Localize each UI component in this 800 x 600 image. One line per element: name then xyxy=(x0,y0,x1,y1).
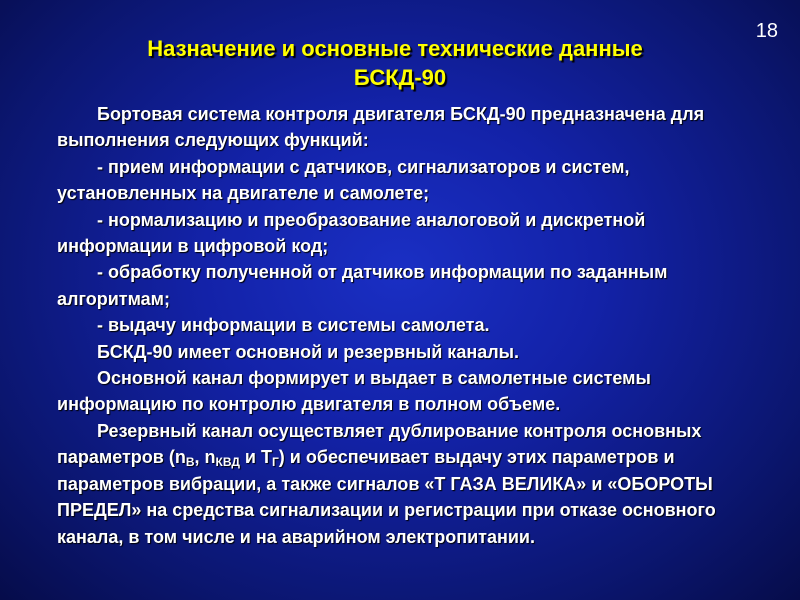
slide-title xyxy=(0,34,800,92)
slide-body xyxy=(57,101,757,550)
paragraph-purpose: Бортовая система контроля двигателя БСКД-90 предназначена для выполнения следующих функций: xyxy=(57,104,705,151)
title-line-1: Назначение и основные технические данные xyxy=(147,36,643,61)
list-item-process: - обработку полученной от датчиков информации по заданным алгоритмам; xyxy=(57,262,668,309)
title-line-2: БСКД-90 xyxy=(353,65,447,90)
reserve-text-3: и T xyxy=(239,447,272,468)
paragraph-main-channel: Основной канал формирует и выдает в самолетные системы информацию по контролю двигателя в полном объеме. xyxy=(57,368,651,415)
list-item-output: - выдачу информации в системы самолета. xyxy=(97,315,490,336)
page-number: 18 xyxy=(755,20,778,42)
reserve-text-4: ) и обеспечивает выдачу этих параметров и параметров вибрации, а также сигналов «Т ГАЗА ВЕЛИКА» и «ОБОРОТЫ ПРЕДЕЛ» на средства сигнализации и регистрации при отказе основного канала, в том числе и на аварийном электропитании. xyxy=(57,447,716,547)
paragraph-channels: БСКД-90 имеет основной и резервный каналы. xyxy=(97,341,520,362)
list-item-receive: - прием информации с датчиков, сигнализаторов и систем, установленных на двигателе и самолете; xyxy=(57,156,630,204)
reserve-text-1: Резервный канал осуществляет дублирование контроля основных параметров (n xyxy=(57,420,702,468)
reserve-sub-3: Г xyxy=(271,455,279,470)
reserve-sub-1: В xyxy=(185,455,195,470)
paragraph-reserve-channel xyxy=(57,418,757,550)
reserve-text-2: , n xyxy=(194,447,216,468)
list-item-normalize: - нормализацию и преобразование аналоговой и дискретной информации в цифровой код; xyxy=(57,209,646,257)
reserve-sub-2: КВД xyxy=(215,455,240,470)
